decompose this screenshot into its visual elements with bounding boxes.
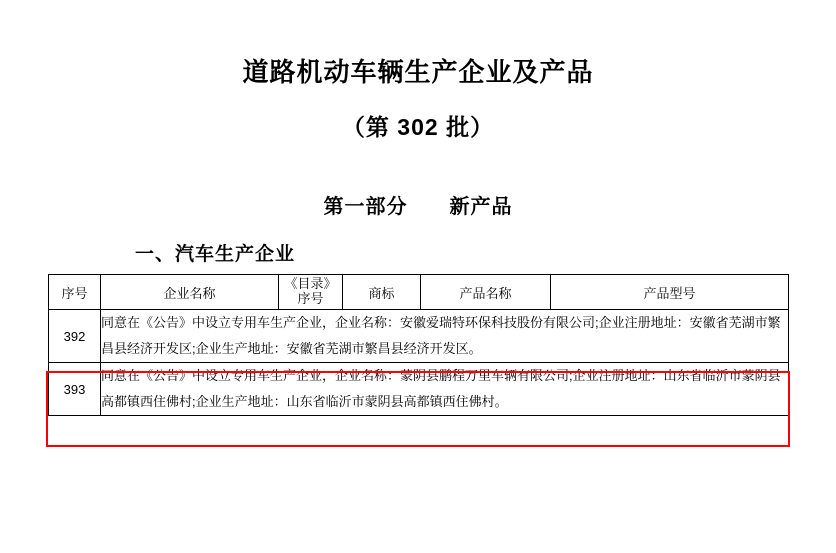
row-text-393: 同意在《公告》中设立专用车生产企业，企业名称：蒙阴县鹏程万里车辆有限公司;企业注册地址：山东省临沂市蒙阴县高都镇西住佛村;企业生产地址：山东省临沂市蒙阴县高都镇西住佛村。 [101, 363, 789, 416]
header-cell-product-model: 产品型号 [551, 275, 789, 310]
row-seq-392: 392 [49, 310, 101, 363]
header-cell-product-name: 产品名称 [421, 275, 551, 310]
table-row [49, 310, 789, 363]
header-cell-brand: 商标 [343, 275, 421, 310]
row-text-392: 同意在《公告》中设立专用车生产企业，企业名称：安徽爱瑞特环保科技股份有限公司;企业注册地址：安徽省芜湖市繁昌县经济开发区;企业生产地址：安徽省芜湖市繁昌县经济开发区。 [101, 310, 789, 363]
document-title: 道路机动车辆生产企业及产品 [242, 57, 594, 87]
vehicle-products-table [48, 274, 789, 416]
document-page [0, 52, 836, 553]
section-title: 第一部分 新产品 [323, 196, 513, 218]
header-cell-seq: 序号 [49, 275, 101, 310]
document-subtitle: （第 302 批） [341, 114, 495, 140]
header-cell-catalog [279, 275, 343, 310]
header-catalog-line2: 序号 [297, 291, 324, 306]
table-row [49, 363, 789, 416]
header-catalog-line1: 《目录》 [284, 276, 337, 292]
table-header-row [49, 275, 789, 310]
header-cell-enterprise: 企业名称 [101, 275, 279, 310]
row-seq-393: 393 [49, 363, 101, 416]
subsection-title: 一、汽车生产企业 [135, 244, 296, 265]
